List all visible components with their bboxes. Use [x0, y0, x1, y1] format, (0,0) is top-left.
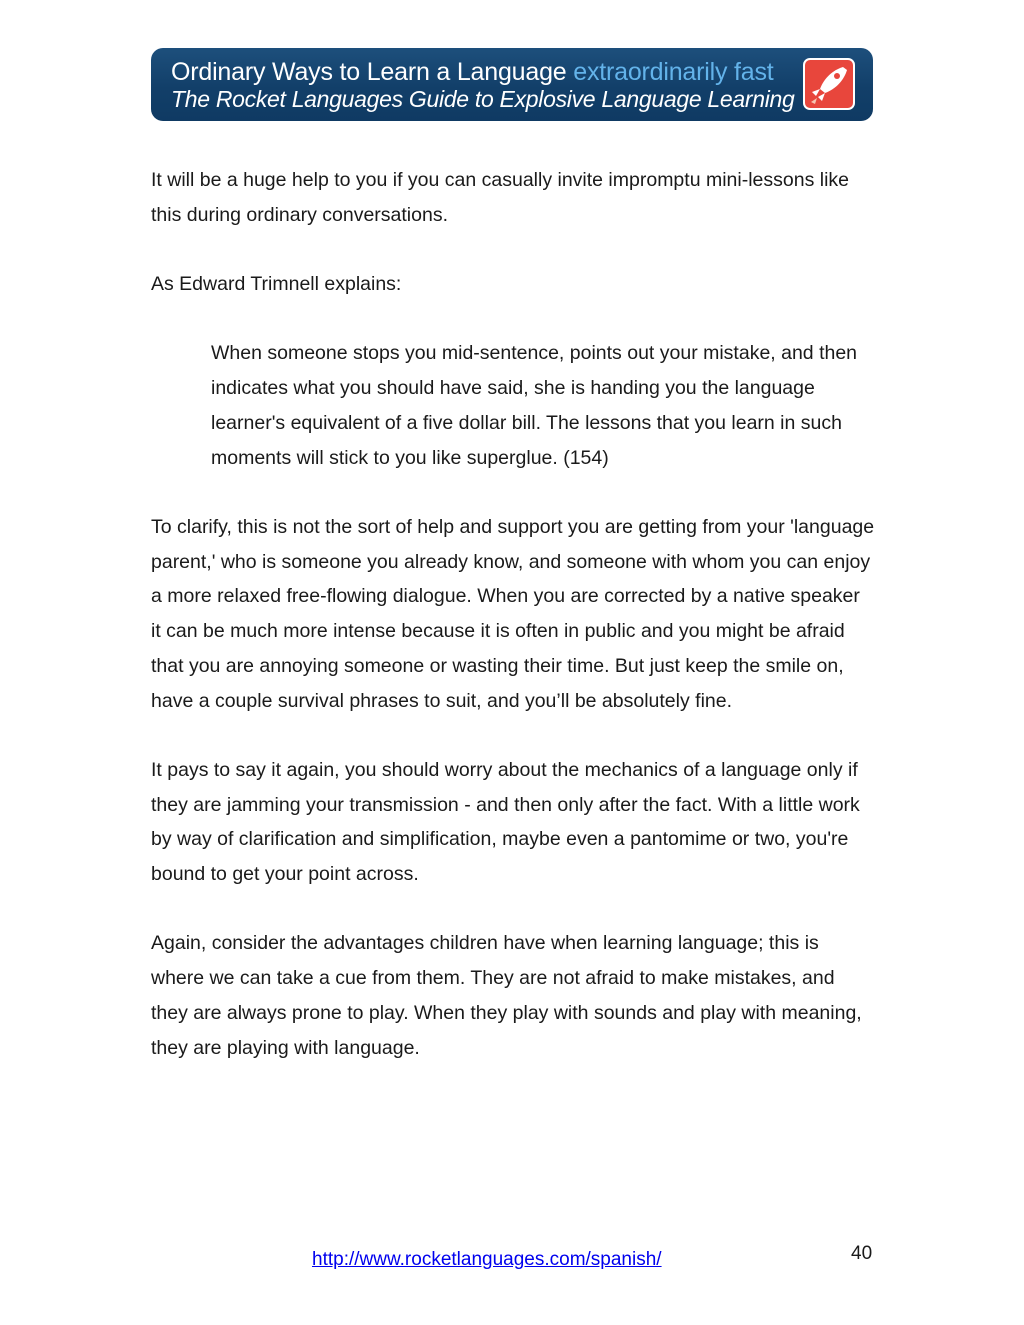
- paragraph: It will be a huge help to you if you can casually invite impromptu mini-lessons like this during ordinary conversations.: [151, 169, 850, 226]
- banner-subtitle: The Rocket Languages Guide to Explosive Language Learning: [171, 86, 795, 112]
- paragraph: Again, consider the advantages children have when learning language; this is where we can take a cue from them. They are not afraid to make mistakes, and they are always prone to play. When they play with sounds and play with meaning, they are playing with language.: [151, 932, 862, 1059]
- banner-title-accent: extraordinarily fast: [573, 58, 774, 86]
- block-quote: When someone stops you mid-sentence, points out your mistake, and then indicates what you should have said, she is handing you the language learner's equivalent of a five dollar bill. The lessons that you learn in such moments will stick to you like superglue. (154): [211, 342, 858, 469]
- header-banner: [151, 48, 873, 121]
- paragraph: As Edward Trimnell explains:: [151, 273, 402, 296]
- rocket-icon: [803, 58, 855, 110]
- page-number: 40: [851, 1243, 873, 1264]
- paragraph: It pays to say it again, you should worry about the mechanics of a language only if they are jamming your transmission - and then only after the fact. With a little work by way of clarification and simplification, maybe even a pantomime or two, you're bound to get your point across.: [151, 758, 860, 885]
- paragraph: To clarify, this is not the sort of help and support you are getting from your 'language parent,' who is someone you already know, and someone with whom you can enjoy a more relaxed free-flowing dialogue. When you are corrected by a native speaker it can be much more intense because it is often in public and you might be afraid that you are annoying someone or wasting their time. But just keep the smile on, have a couple survival phrases to suit, and you’ll be absolutely fine.: [151, 515, 875, 712]
- page-body: [151, 163, 875, 1100]
- footer-link[interactable]: http://www.rocketlanguages.com/spanish/: [312, 1249, 662, 1270]
- banner-title: [171, 57, 774, 87]
- banner-title-plain: Ordinary Ways to Learn a Language: [171, 58, 567, 86]
